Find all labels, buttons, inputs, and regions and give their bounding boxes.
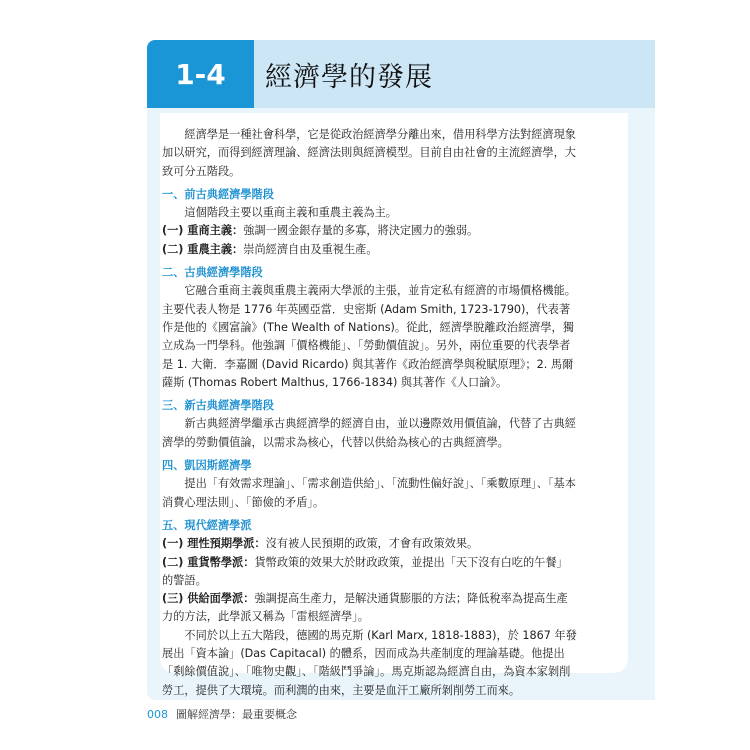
section-1-body: 這個階段主要以重商主義和重農主義為主。 [184, 206, 397, 220]
section-number: 1-4 [147, 40, 254, 108]
body-text [162, 126, 578, 700]
section-1-item-2: (二) 重農主義：崇尚經濟自由及重視生產。 [162, 242, 378, 256]
book-title: 圖解經濟學：最重要概念 [176, 708, 297, 721]
section-5-item-1: (一) 理性預期學派：沒有被人民預期的政策，才會有政策效果。 [162, 537, 479, 551]
section-2-title: 二、古典經濟學階段 [162, 266, 263, 280]
page-number: 008 [147, 708, 168, 721]
section-4-title: 四、凱因斯經濟學 [162, 459, 252, 473]
intro-paragraph: 經濟學是一種社會科學，它是從政治經濟學分離出來，借用科學方法對經濟現象加以研究，而得到經濟理論、經濟法則與經濟模型。目前自由社會的主流經濟學，大致可分五階段。 [162, 128, 576, 178]
section-4-body: 提出「有效需求理論」、「需求創造供給」、「流動性偏好說」、「乘數原理」、「基本消費心理法則」、「節儉的矛盾」。 [162, 477, 576, 509]
page-title: 經濟學的發展 [265, 61, 433, 93]
section-1-item-1: (一) 重商主義：強調一國金銀存量的多寡，將決定國力的強弱。 [162, 224, 479, 238]
section-3-title: 三、新古典經濟學階段 [162, 399, 274, 413]
section-1-title: 一、前古典經濟學階段 [162, 187, 274, 201]
section-5-item-3: (三) 供給面學派：強調提高生產力，是解決通貨膨脹的方法；降低稅率為提高生產力的方法，此學派又稱為「雷根經濟學」。 [162, 592, 568, 624]
section-5-closing: 不同於以上五大階段，德國的馬克斯 (Karl Marx, 1818-1883)，於 1867 年發展出「資本論」(Das Capitacal) 的體系，因而成為共產制度的理論基礎。他提出「剩餘價值說」、「唯物史觀」、「階級鬥爭論」。馬克斯認為經濟自由，為資本家剝削勞工，提供了大環境。而利潤的由來，主要是血汗工廠所剝削勞工而來。 [162, 628, 577, 697]
page-footer [147, 706, 297, 722]
section-2-body: 它融合重商主義與重農主義兩大學派的主張，並肯定私有經濟的市場價格機能。主要代表人物是 1776 年英國亞當．史密斯 (Adam Smith, 1723-1790)，代表著作是他的《國富論》(The Wealth of Nations)。從此，經濟學脫離政治經濟學，獨立成為一門學科。他強調「價格機能」、「勞動價值說」。另外，兩位重要的代表學者是 1. 大衛．李嘉圖 (David Ricardo) 與其著作《政治經濟學與稅賦原理》；2. 馬爾薩斯 (Thomas Robert Malthus, 1766-1834) 與其著作《人口論》。 [162, 284, 576, 389]
section-3-body: 新古典經濟學繼承古典經濟學的經濟自由，並以邊際效用價值論，代替了古典經濟學的勞動價值論，以需求為核心，代替以供給為核心的古典經濟學。 [162, 417, 576, 449]
section-5-item-2: (二) 重貨幣學派：貨幣政策的效果大於財政政策，並提出「天下沒有白吃的午餐」的警語。 [162, 555, 568, 587]
section-5-title: 五、現代經濟學派 [162, 518, 252, 532]
